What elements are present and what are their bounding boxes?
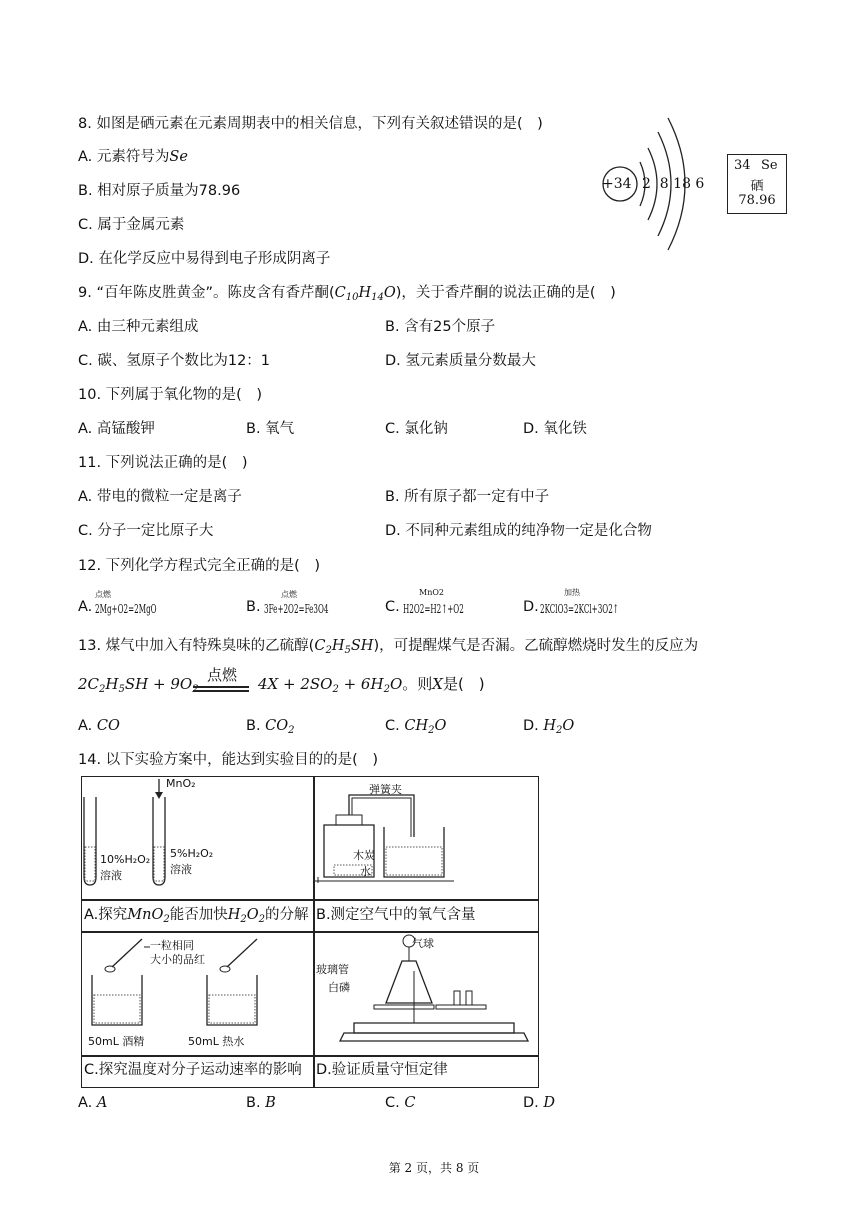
q10-stem: 10. 下列属于氧化物的是( ) <box>78 387 262 403</box>
q12-eq-c-condition: MnO2 <box>419 588 444 597</box>
left-tube-label-2: 溶液 <box>100 869 122 882</box>
atomic-number: 34 <box>734 158 751 173</box>
q9-option-c[interactable]: C. 碳、氢原子个数比为12：1 <box>78 353 271 369</box>
q14-option-a[interactable]: A. A <box>78 1095 108 1111</box>
spring-clip-label: 弹簧夹 <box>369 783 402 796</box>
q13-option-b[interactable]: B. $CO_2$ <box>246 718 295 736</box>
q11-stem: 11. 下列说法正确的是( ) <box>78 455 248 471</box>
balloon-label: 气球 <box>412 937 434 950</box>
q9-option-a[interactable]: A. 由三种元素组成 <box>78 319 199 335</box>
q14-caption-b: B.测定空气中的氧气含量 <box>316 907 476 923</box>
right-tube-label-2: 溶液 <box>170 863 192 876</box>
q12-option-b[interactable]: B. <box>246 599 261 615</box>
q10-option-c[interactable]: C. 氯化钠 <box>385 421 448 437</box>
oxygen-measurement-apparatus <box>314 777 536 899</box>
element-symbol: Se <box>761 158 778 173</box>
q13-equation-bar-top <box>193 686 249 688</box>
q14-stem: 14. 以下实验方案中，能达到实验目的的是( ) <box>78 752 378 768</box>
dye-label-1: 一粒相同 <box>150 939 194 952</box>
q8-option-a[interactable]: A. 元素符号为Se <box>78 149 188 165</box>
q13-option-a[interactable]: A. CO <box>78 718 120 734</box>
white-phosphorus-label: 白磷 <box>328 981 350 994</box>
left-tube-label: 10%H₂O₂ <box>100 853 151 866</box>
q12-eq-b: 3Fe+2O2=Fe3O4 <box>264 602 329 616</box>
q10-option-d[interactable]: D. 氧化铁 <box>523 421 587 437</box>
q11-option-a[interactable]: A. 带电的微粒一定是离子 <box>78 489 242 505</box>
element-name: 硒 <box>750 179 764 194</box>
charcoal-label: 木炭 <box>353 849 375 862</box>
q12-eq-a-condition: 点燃 <box>95 590 111 599</box>
formula-ethanethiol: $C_2H_5SH$ <box>314 638 374 656</box>
q12-eq-a: 2Mg+O2=2MgO <box>95 602 157 616</box>
atomic-mass: 78.96 <box>738 193 776 208</box>
q13-equation-right: $4X + 2SO_2 + 6H_2O$。则X是( ) <box>258 675 485 695</box>
q12-stem: 12. 下列化学方程式完全正确的是( ) <box>78 558 320 574</box>
q14-experiment-table <box>81 776 539 1088</box>
q13-equation-left: $2C_2H_5SH + 9O$ <box>78 675 193 695</box>
q11-option-d[interactable]: D. 不同种元素组成的纯净物一定是化合物 <box>385 523 652 539</box>
q13-equation-condition: 点燃 <box>206 666 237 684</box>
q12-option-d[interactable]: D. <box>523 599 539 615</box>
q10-option-a[interactable]: A. 高锰酸钾 <box>78 421 155 437</box>
q9-option-d[interactable]: D. 氢元素质量分数最大 <box>385 353 536 369</box>
q14-caption-c: C.探究温度对分子运动速率的影响 <box>84 1062 302 1078</box>
q11-option-c[interactable]: C. 分子一定比原子大 <box>78 523 214 539</box>
periodic-table-cell <box>727 154 787 214</box>
q14-caption-d: D.验证质量守恒定律 <box>316 1062 448 1078</box>
q12-option-c[interactable]: C. <box>385 599 400 615</box>
formula-carvone: $C_{10}H_{14}O$ <box>334 285 396 303</box>
water-label: 水 <box>360 865 371 878</box>
q8-stem: 8. 如图是硒元素在元素周期表中的相关信息，下列有关叙述错误的是( ) <box>78 116 543 132</box>
q13-option-c[interactable]: C. $CH_2O$ <box>385 718 447 736</box>
q8-option-d[interactable]: D. 在化学反应中易得到电子形成阴离子 <box>78 251 331 267</box>
q9-option-b[interactable]: B. 含有25个原子 <box>385 319 496 335</box>
atom-shells: 2 8 18 6 <box>642 176 705 192</box>
right-beaker-label: 50mL 热水 <box>188 1035 245 1048</box>
right-tube-label: 5%H₂O₂ <box>170 847 214 860</box>
q12-option-a[interactable]: A. <box>78 599 93 615</box>
q12-eq-d: 2KClO3=2KCl+3O2↑ <box>540 602 619 616</box>
q13-option-d[interactable]: D. $H_2O$ <box>523 718 575 736</box>
dye-label-2: 大小的品红 <box>150 953 205 966</box>
q8-option-b[interactable]: B. 相对原子质量为78.96 <box>78 183 241 199</box>
q14-option-d[interactable]: D. D <box>523 1095 556 1111</box>
q8-option-c[interactable]: C. 属于金属元素 <box>78 217 185 233</box>
q12-eq-c: H2O2=H2↑+O2 <box>403 602 464 616</box>
q14-option-b[interactable]: B. B <box>246 1095 276 1111</box>
page-footer: 第 2 页，共 8 页 <box>388 1161 480 1175</box>
q13-stem: 13. 煤气中加入有特殊臭味的乙硫醇$(C_2H_5SH)$，可提醒煤气是否漏。乙硫醇燃烧时发生的反应为 <box>78 638 699 656</box>
q10-option-b[interactable]: B. 氧气 <box>246 421 295 437</box>
q9-stem: 9. “百年陈皮胜黄金”。陈皮含有香芹酮$(C_{10}H_{14}O)$，关于香芹酮的说法正确的是( ) <box>78 285 616 303</box>
atom-nucleus: +34 <box>602 176 632 192</box>
q12-eq-b-condition: 点燃 <box>281 590 297 599</box>
left-beaker-label: 50mL 酒精 <box>88 1035 145 1048</box>
glass-tube-label: 玻璃管 <box>316 963 349 976</box>
q12-eq-d-condition: 加热 <box>564 588 580 597</box>
q13-equation-bar-bottom <box>193 690 249 692</box>
mno2-label: MnO₂ <box>166 777 196 790</box>
q14-caption-a: A.探究MnO$_2$能否加快$H_2O_2$的分解 <box>84 907 309 925</box>
q14-option-c[interactable]: C. C <box>385 1095 416 1111</box>
q11-option-b[interactable]: B. 所有原子都一定有中子 <box>385 489 550 505</box>
